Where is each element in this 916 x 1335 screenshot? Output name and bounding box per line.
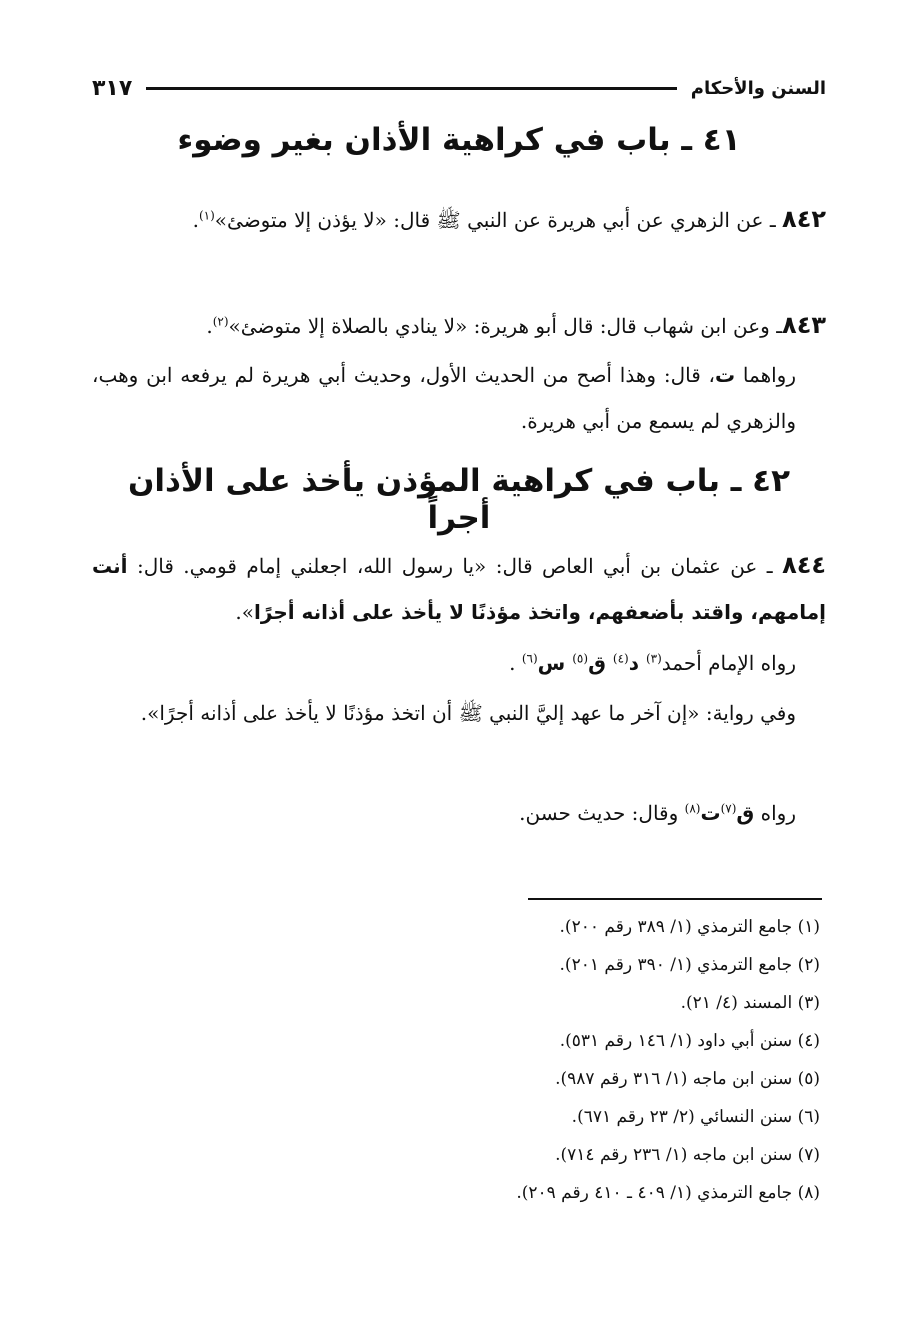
footnotes	[92, 908, 820, 1212]
hadith-844-variant: وفي رواية: «إن آخر ما عهد إليَّ النبي ﷺ أن اتخذ مؤذنًا لا يأخذ على أذانه أجرًا».	[140, 701, 796, 725]
hadith-text: ـ عن عثمان بن أبي العاص قال: «يا رسول الله، اجعلني إمام قومي. قال:	[127, 554, 783, 578]
footnote-5: (٥) سنن ابن ماجه (١/ ٣١٦ رقم ٩٨٧).	[555, 1069, 820, 1089]
footnote-2: (٢) جامع الترمذي (١/ ٣٩٠ رقم ٢٠١).	[559, 955, 820, 975]
footnote-3: (٣) المسند (٤/ ٢١).	[680, 993, 820, 1013]
running-title: السنن والأحكام	[690, 77, 826, 99]
comment-post: ، قال: وهذا أصح من الحديث الأول، وحديث أبي هريرة لم يرفعه ابن وهب، والزهري لم يسمع من أبي هريرة.	[92, 363, 796, 433]
footnote-ref: (٤)	[612, 651, 629, 666]
hadith-end: .	[206, 314, 213, 338]
source-symbol: ق	[588, 651, 613, 675]
source-symbol: ت	[700, 801, 721, 825]
footnote-7: (٧) سنن ابن ماجه (١/ ٢٣٦ رقم ٧١٤).	[555, 1145, 820, 1165]
hadith-end: ».	[235, 600, 255, 624]
hadith-844-variant-sources	[92, 790, 826, 836]
hadith-842	[92, 196, 826, 243]
footnote-8: (٨) جامع الترمذي (١/ ٤٠٩ ـ ٤١٠ رقم ٢٠٩).	[516, 1183, 820, 1203]
footnote-ref: (٥)	[572, 651, 589, 666]
page-number: ٣١٧	[92, 75, 133, 101]
sources-end: .	[509, 651, 522, 675]
source-symbol: ت	[715, 363, 736, 387]
footnote-ref: (٨)	[684, 801, 701, 816]
source-symbol: س	[537, 651, 573, 675]
hadith-text: ـ عن الزهري عن أبي هريرة عن النبي ﷺ قال: «لا يؤذن إلا متوضئ»	[214, 208, 783, 232]
hadith-number: ٨٤٢	[782, 205, 826, 233]
footnote-4: (٤) سنن أبي داود (١/ ١٤٦ رقم ٥٣١).	[559, 1031, 820, 1051]
page-header	[92, 68, 826, 108]
footnote-1: (١) جامع الترمذي (١/ ٣٨٩ رقم ٢٠٠).	[559, 917, 820, 937]
source-symbol: د	[628, 651, 646, 675]
comment-pre: رواهما	[735, 363, 796, 387]
sources-post: وقال: حديث حسن.	[519, 801, 685, 825]
hadith-text: ـ وعن ابن شهاب قال: قال أبو هريرة: «لا ينادي بالصلاة إلا متوضئ»	[228, 314, 783, 338]
footnote-6: (٦) سنن النسائي (٢/ ٢٣ رقم ٦٧١).	[571, 1107, 820, 1127]
hadith-number: ٨٤٣	[782, 311, 826, 339]
footnote-ref: (٧)	[720, 801, 737, 816]
hadith-number: ٨٤٤	[782, 551, 827, 579]
hadith-bold-text: أنت إمامهم، واقتد بأضعفهم، واتخذ مؤذنًا لا يأخذ على أذانه أجرًا	[92, 554, 826, 624]
hadith-843-comment	[92, 352, 826, 444]
footnote-ref: (٦)	[521, 651, 538, 666]
sources-pre: رواه	[754, 801, 796, 825]
hadith-843	[92, 302, 826, 349]
sources-pre: رواه الإمام أحمد	[661, 651, 796, 675]
hadith-844	[92, 542, 826, 635]
footnote-ref: (٣)	[645, 651, 662, 666]
hadith-844-sources	[92, 640, 826, 686]
footnote-ref: (٢)	[212, 314, 229, 329]
chapter-41-title: ٤١ ـ باب في كراهية الأذان بغير وضوء	[177, 122, 741, 158]
chapter-42-title: ٤٢ ـ باب في كراهية المؤذن يأخذ على الأذان أجراً	[127, 463, 791, 537]
source-symbol: ق	[736, 801, 755, 825]
footnote-separator	[528, 898, 822, 900]
hadith-end: .	[192, 208, 199, 232]
footnote-ref: (١)	[198, 208, 215, 223]
header-rule	[146, 87, 676, 90]
